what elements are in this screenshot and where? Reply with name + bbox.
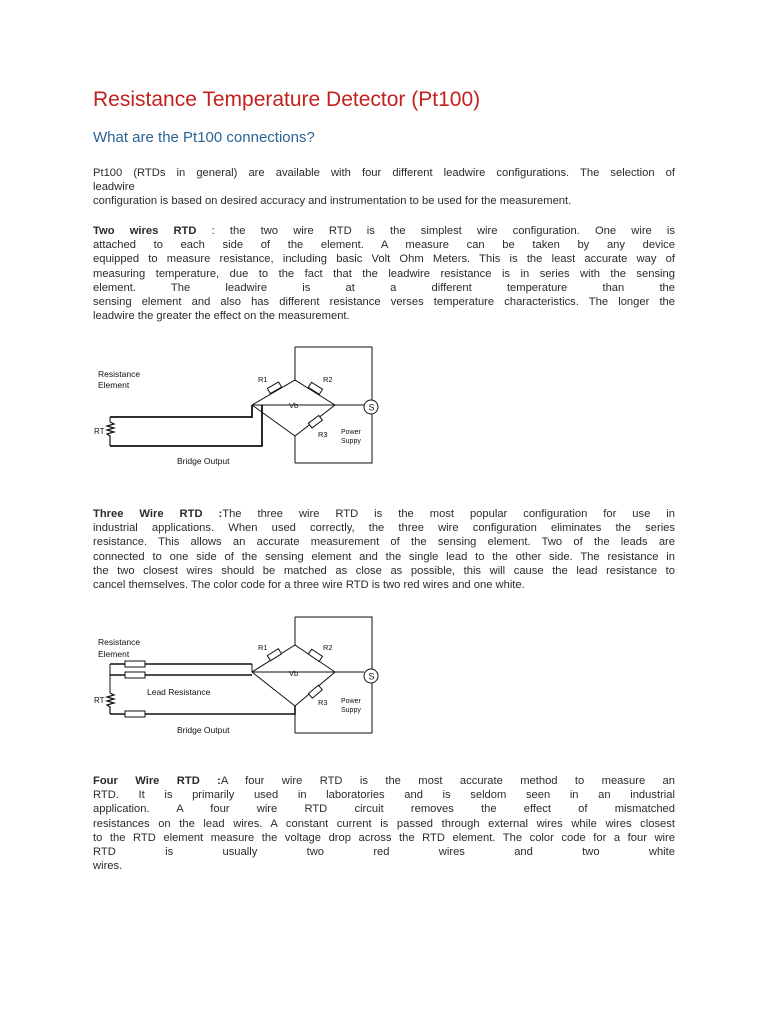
- intro-line: configuration is based on desired accuracy and instrumentation to be used for the measurement.: [93, 195, 572, 208]
- bridge-outline: [295, 617, 372, 733]
- vb-label: Vb: [289, 401, 299, 410]
- three-wire-line: resistance. This allows an accurate measurement of the sensing element. Two of the leads are: [93, 536, 675, 549]
- rt-resistor: [107, 693, 114, 714]
- three-wire-bridge-diagram: [90, 615, 380, 740]
- three-wire-text: The three wire RTD is the most popular configuration for use in: [222, 508, 676, 520]
- r2-label: R2: [323, 375, 333, 384]
- section-subtitle: What are the Pt100 connections?: [93, 129, 315, 146]
- element-label: Element: [98, 649, 130, 659]
- vb-label: Vb: [289, 669, 299, 678]
- two-wire-bridge-diagram: [90, 345, 380, 470]
- power-label: Power: [341, 698, 361, 705]
- suppy-label: Suppy: [341, 438, 361, 445]
- intro-line: Pt100 (RTDs in general) are available with four different leadwire configurations. The selection of: [93, 167, 675, 179]
- four-wire-line: application. A four wire RTD circuit removes the effect of mismatched: [93, 803, 675, 816]
- r3-label: R3: [318, 698, 328, 707]
- resistance-label: Resistance: [98, 369, 141, 379]
- r2-label: R2: [323, 643, 333, 652]
- two-wire-line: equipped to measure resistance, including basic Volt Ohm Meters. This is the least accurate way of: [93, 253, 675, 266]
- three-wire-line: the two closest wires should be matched as close as possible, this will cause the lead resistance to: [93, 564, 675, 577]
- r3-label: R3: [318, 430, 328, 439]
- r2-resistor: [308, 649, 322, 661]
- four-wire-text: A four wire RTD is the most accurate method to measure an: [220, 775, 675, 787]
- power-label: Power: [341, 429, 361, 436]
- suppy-label: Suppy: [341, 707, 361, 714]
- two-wire-paragraph: [93, 224, 675, 323]
- rt-resistor: [107, 422, 114, 446]
- two-wire-heading: Two wires RTD: [93, 225, 197, 237]
- two-wire-line: leadwire the greater the effect on the measurement.: [93, 310, 350, 323]
- bridge-output-label: Bridge Output: [177, 725, 230, 735]
- rt-label: RT: [94, 427, 105, 436]
- two-wire-line: measuring temperature, due to the fact that the leadwire resistance is in series with the sensing: [93, 267, 675, 280]
- four-wire-line: [93, 774, 675, 788]
- two-wire-line: element. The leadwire is at a different temperature than the: [93, 281, 675, 294]
- two-wire-line: sensing element and also has different resistance verses temperature characteristics. The longer the: [93, 296, 675, 309]
- four-wire-line: RTD is usually two red wires and two white: [93, 846, 675, 859]
- three-wire-line: cancel themselves. The color code for a three wire RTD is two red wires and one white.: [93, 579, 525, 592]
- page-title: Resistance Temperature Detector (Pt100): [93, 88, 481, 111]
- r1-resistor: [267, 649, 281, 661]
- supply-s-label: S: [368, 671, 375, 682]
- four-wire-line: to the RTD element measure the voltage drop across the RTD element. The color code for a four wire: [93, 831, 675, 844]
- lead-resistor: [125, 711, 145, 717]
- three-wire-line: connected to one side of the sensing element and the single lead to the other side. The resistance in: [93, 550, 675, 563]
- two-wire-line: [93, 224, 675, 238]
- intro-line: leadwire: [93, 181, 135, 194]
- r1-label: R1: [258, 643, 268, 652]
- two-wire-text: : the two wire RTD is the simplest wire configuration. One wire is: [211, 225, 676, 237]
- supply-s-label: S: [368, 402, 375, 413]
- four-wire-paragraph: [93, 774, 675, 873]
- r3-resistor: [308, 415, 322, 428]
- four-wire-heading: Four Wire RTD :: [93, 775, 221, 787]
- bridge-output-label: Bridge Output: [177, 456, 230, 466]
- r3-resistor: [308, 685, 322, 698]
- four-wire-line: RTD. It is primarily used in laboratories and is seldom seen in an industrial: [93, 789, 675, 802]
- three-wire-line: industrial applications. When used correctly, the three wire configuration eliminates the series: [93, 522, 675, 535]
- resistance-label: Resistance: [98, 637, 141, 647]
- lead-resistance-label: Lead Resistance: [147, 687, 211, 697]
- rt-label: RT: [94, 696, 105, 705]
- three-wire-heading: Three Wire RTD :: [93, 508, 223, 520]
- three-wire-line: [93, 507, 675, 521]
- three-wire-paragraph: [93, 507, 675, 592]
- four-wire-line: resistances on the lead wires. A constant current is passed through external wires while wires closest: [93, 817, 675, 830]
- lead-resistor: [125, 661, 145, 667]
- element-label: Element: [98, 380, 130, 390]
- four-wire-line: wires.: [93, 860, 123, 873]
- intro-paragraph: [93, 166, 675, 209]
- r1-label: R1: [258, 375, 268, 384]
- lead-resistor: [125, 672, 145, 678]
- two-wire-line: attached to each side of the element. A measure can be taken by any device: [93, 239, 675, 252]
